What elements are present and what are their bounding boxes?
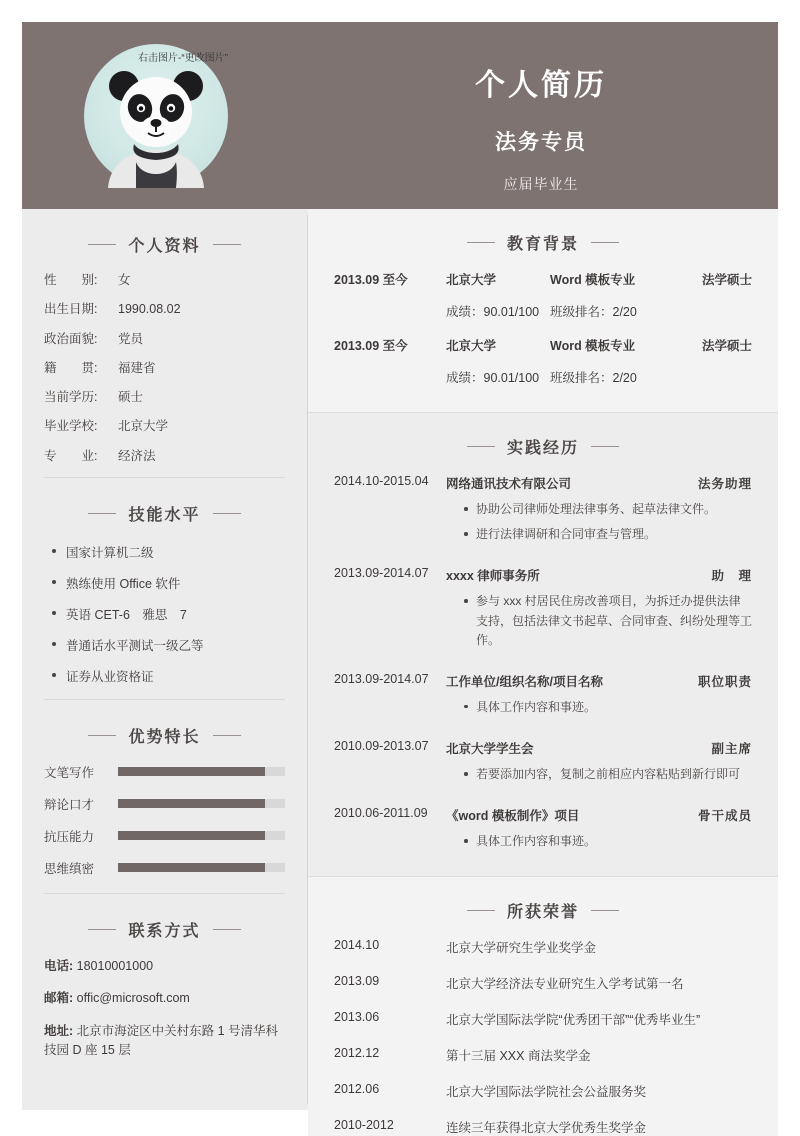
- list-item: [44, 859, 285, 877]
- list-item: 普通话水平测试一级乙等: [50, 636, 285, 654]
- progress-fill: [118, 767, 265, 776]
- honor-date: 2012.12: [334, 1045, 380, 1060]
- info-label: 籍 贯:: [44, 360, 98, 375]
- section-experience: [308, 413, 778, 876]
- edu-rank: 班级排名：2/20: [550, 305, 637, 319]
- personal-info-list: [44, 272, 285, 464]
- edu-rank: 班级排名：2/20: [550, 371, 637, 385]
- info-value: 硕士: [118, 390, 144, 404]
- exp-items: [462, 832, 752, 851]
- table-row: [334, 672, 752, 723]
- exp-head: [446, 806, 752, 824]
- exp-org: 工作单位/组织名称/项目名称: [446, 674, 603, 689]
- section-heading-honors: [334, 877, 752, 938]
- list-item: 熟练使用 Office 软件: [50, 574, 285, 592]
- exp-head: [446, 739, 752, 757]
- list-item: 参与 xxx 村居民住房改善项目，为拆迁办提供法律支持，包括法律文书起草、合同审查、纠纷处理等工作。: [462, 592, 752, 650]
- rule-right: [213, 244, 241, 245]
- exp-org: 北京大学学生会: [446, 742, 534, 757]
- exp-date: 2010.06-2011.09: [334, 806, 428, 821]
- section-title-experience: 实践经历: [506, 440, 579, 457]
- progress-track: [118, 863, 285, 872]
- info-label: 政治面貌:: [44, 331, 98, 346]
- exp-items: [462, 592, 752, 650]
- strength-label: 文笔写作: [44, 765, 95, 780]
- exp-items: [462, 765, 752, 784]
- strengths-list: [44, 763, 285, 877]
- rule-right: [591, 242, 619, 243]
- edu-date: 2013.09 至今: [334, 339, 408, 353]
- list-item: [44, 360, 285, 376]
- edu-score: 成绩：90.01/100: [446, 305, 540, 319]
- progress-fill: [118, 863, 265, 872]
- table-row: [334, 739, 752, 790]
- info-value: 福建省: [118, 360, 156, 375]
- honor-text: 第十三届 XXX 商法奖学金: [446, 1048, 591, 1063]
- table-row: [334, 368, 752, 386]
- table-row: [334, 336, 752, 354]
- info-value: 北京大学: [118, 419, 169, 434]
- table-row: [334, 270, 752, 288]
- edu-major: Word 模板专业: [550, 339, 636, 353]
- spacer: [334, 368, 446, 386]
- section-education: [308, 209, 778, 412]
- rule-right: [591, 910, 619, 911]
- section-title-honors: 所获荣誉: [506, 903, 579, 921]
- info-label: 当前学历:: [44, 390, 98, 404]
- rule-right: [213, 513, 241, 514]
- exp-role: 骨干成员: [697, 809, 752, 824]
- spacer: [334, 302, 446, 320]
- exp-role: 职位职责: [697, 674, 752, 689]
- page-title: 个人简历: [475, 69, 607, 102]
- strength-label: 思维缜密: [44, 861, 95, 876]
- list-item: [44, 301, 285, 317]
- honor-text: 北京大学经济法专业研究生入学考试第一名: [446, 976, 684, 991]
- edu-main: [446, 336, 752, 354]
- resume-sheet: [22, 22, 778, 1135]
- contact-list: [44, 957, 285, 1061]
- job-title: 法务专员: [495, 131, 587, 154]
- exp-role: 副主席: [711, 742, 752, 757]
- table-row: [334, 566, 752, 656]
- exp-org: xxxx 律师事务所: [446, 569, 540, 584]
- list-item: [44, 763, 285, 781]
- sidebar: [22, 209, 307, 1110]
- rule-left: [467, 910, 495, 911]
- resume-header: [22, 22, 778, 209]
- honor-text: 连续三年获得北京大学优秀生奖学金: [446, 1120, 647, 1135]
- candidate-status: 应届毕业生: [503, 176, 579, 192]
- strength-label: 抗压能力: [44, 829, 95, 844]
- table-row: [334, 974, 752, 992]
- section-honors: [308, 877, 778, 1136]
- rule-left: [88, 929, 116, 930]
- avatar-image[interactable]: [84, 44, 228, 188]
- list-item: [44, 827, 285, 845]
- list-item: 进行法律调研和合同审查与管理。: [462, 525, 752, 544]
- header-text-block: [304, 60, 778, 194]
- rule-left: [88, 735, 116, 736]
- exp-date: 2013.09-2014.07: [334, 671, 429, 686]
- resume-body: [22, 209, 778, 1135]
- exp-head: [446, 672, 752, 690]
- list-item: 英语 CET-6 雅思 7: [50, 605, 285, 623]
- list-item: [44, 389, 285, 405]
- contact-value: 北京市海淀区中关村东路 1 号清华科技园 D 座 15 层: [44, 1023, 279, 1057]
- list-item: [44, 331, 285, 347]
- honor-date: 2014.10: [334, 937, 380, 952]
- rule-left: [467, 446, 495, 447]
- edu-score: 成绩：90.01/100: [446, 371, 540, 385]
- exp-org: 网络通讯技术有限公司: [446, 477, 572, 491]
- honor-date: 2013.06: [334, 1009, 380, 1024]
- contact-label: 地址:: [44, 1023, 74, 1038]
- section-heading-education: [334, 209, 752, 270]
- section-heading-strengths: [44, 700, 285, 763]
- exp-date: 2014.10-2015.04: [334, 474, 429, 488]
- section-heading-contact: [44, 894, 285, 957]
- rule-left: [467, 242, 495, 243]
- exp-org: 《word 模板制作》项目: [446, 809, 580, 824]
- edu-degree: 法学硕士: [701, 273, 752, 287]
- section-title-contact: 联系方式: [128, 922, 201, 940]
- section-heading-skills: [44, 478, 285, 541]
- section-title-education: 教育背景: [506, 236, 579, 253]
- exp-head: [446, 566, 752, 584]
- exp-role: 法务助理: [697, 477, 752, 491]
- skills-list: [50, 543, 285, 685]
- list-item: [44, 1022, 285, 1061]
- progress-fill: [118, 831, 265, 840]
- progress-track: [118, 799, 285, 808]
- list-item: 若要添加内容，复制之前相应内容粘贴到新行即可: [462, 765, 752, 784]
- info-value: 经济法: [118, 448, 156, 463]
- list-item: [44, 418, 285, 434]
- section-title-skills: 技能水平: [128, 506, 201, 524]
- strength-label: 辩论口才: [44, 797, 95, 812]
- table-row: [334, 806, 752, 857]
- rule-left: [88, 513, 116, 514]
- exp-head: [446, 474, 752, 492]
- edu-degree: 法学硕士: [701, 339, 752, 353]
- progress-fill: [118, 799, 265, 808]
- edu-school: 北京大学: [446, 273, 497, 287]
- list-item: [44, 957, 285, 976]
- info-label: 性 别:: [44, 273, 98, 287]
- contact-label: 邮箱:: [44, 991, 74, 1006]
- main-content: [308, 209, 778, 1135]
- avatar[interactable]: [84, 44, 228, 188]
- section-heading-experience: [334, 413, 752, 474]
- table-row: [334, 1010, 752, 1028]
- honor-date: 2013.09: [334, 973, 380, 988]
- info-label: 专 业:: [44, 448, 98, 463]
- edu-main: [446, 270, 752, 288]
- contact-value: 18010001000: [73, 958, 154, 973]
- info-value: 女: [118, 273, 131, 287]
- rule-right: [213, 929, 241, 930]
- info-value: 1990.08.02: [118, 302, 181, 317]
- list-item: 具体工作内容和事迹。: [462, 698, 752, 717]
- section-title-personal: 个人资料: [128, 238, 201, 255]
- list-item: [44, 272, 285, 288]
- list-item: 具体工作内容和事迹。: [462, 832, 752, 851]
- info-label: 毕业学校:: [44, 419, 98, 434]
- honor-date: 2010-2012: [334, 1117, 394, 1132]
- honor-text: 北京大学国际法学院“优秀团干部”“优秀毕业生”: [446, 1012, 701, 1027]
- table-row: [334, 302, 752, 320]
- rule-right: [213, 735, 241, 736]
- honor-text: 北京大学国际法学院社会公益服务奖: [446, 1084, 647, 1099]
- progress-track: [118, 767, 285, 776]
- contact-label: 电话:: [44, 958, 74, 973]
- rule-left: [88, 244, 116, 245]
- list-item: [44, 448, 285, 464]
- exp-role: 助 理: [711, 569, 752, 584]
- info-value: 党员: [118, 331, 144, 346]
- list-item: [44, 795, 285, 813]
- progress-track: [118, 831, 285, 840]
- photo-hint-label: 右击图片-“更改图片”: [138, 53, 228, 64]
- table-row: [334, 1046, 752, 1064]
- list-item: 协助公司律师处理法律事务、起草法律文件。: [462, 500, 752, 519]
- rule-right: [591, 446, 619, 447]
- list-item: [44, 989, 285, 1008]
- exp-items: [462, 500, 752, 544]
- section-heading-personal: [44, 209, 285, 272]
- section-title-strengths: 优势特长: [128, 728, 201, 746]
- table-row: [334, 938, 752, 956]
- edu-major: Word 模板专业: [550, 273, 636, 287]
- list-item: 国家计算机二级: [50, 543, 285, 561]
- table-row: [334, 1118, 752, 1136]
- edu-school: 北京大学: [446, 339, 497, 353]
- contact-value: offic@microsoft.com: [73, 991, 190, 1006]
- info-label: 出生日期:: [44, 302, 98, 317]
- panda-photo-icon: [84, 44, 228, 188]
- honor-date: 2012.06: [334, 1081, 380, 1096]
- table-row: [334, 474, 752, 550]
- exp-items: [462, 698, 752, 717]
- exp-date: 2013.09-2014.07: [334, 566, 429, 581]
- table-row: [334, 1082, 752, 1100]
- exp-date: 2010.09-2013.07: [334, 739, 429, 754]
- edu-date: 2013.09 至今: [334, 273, 408, 287]
- honor-text: 北京大学研究生学业奖学金: [446, 940, 597, 955]
- list-item: 证券从业资格证: [50, 667, 285, 685]
